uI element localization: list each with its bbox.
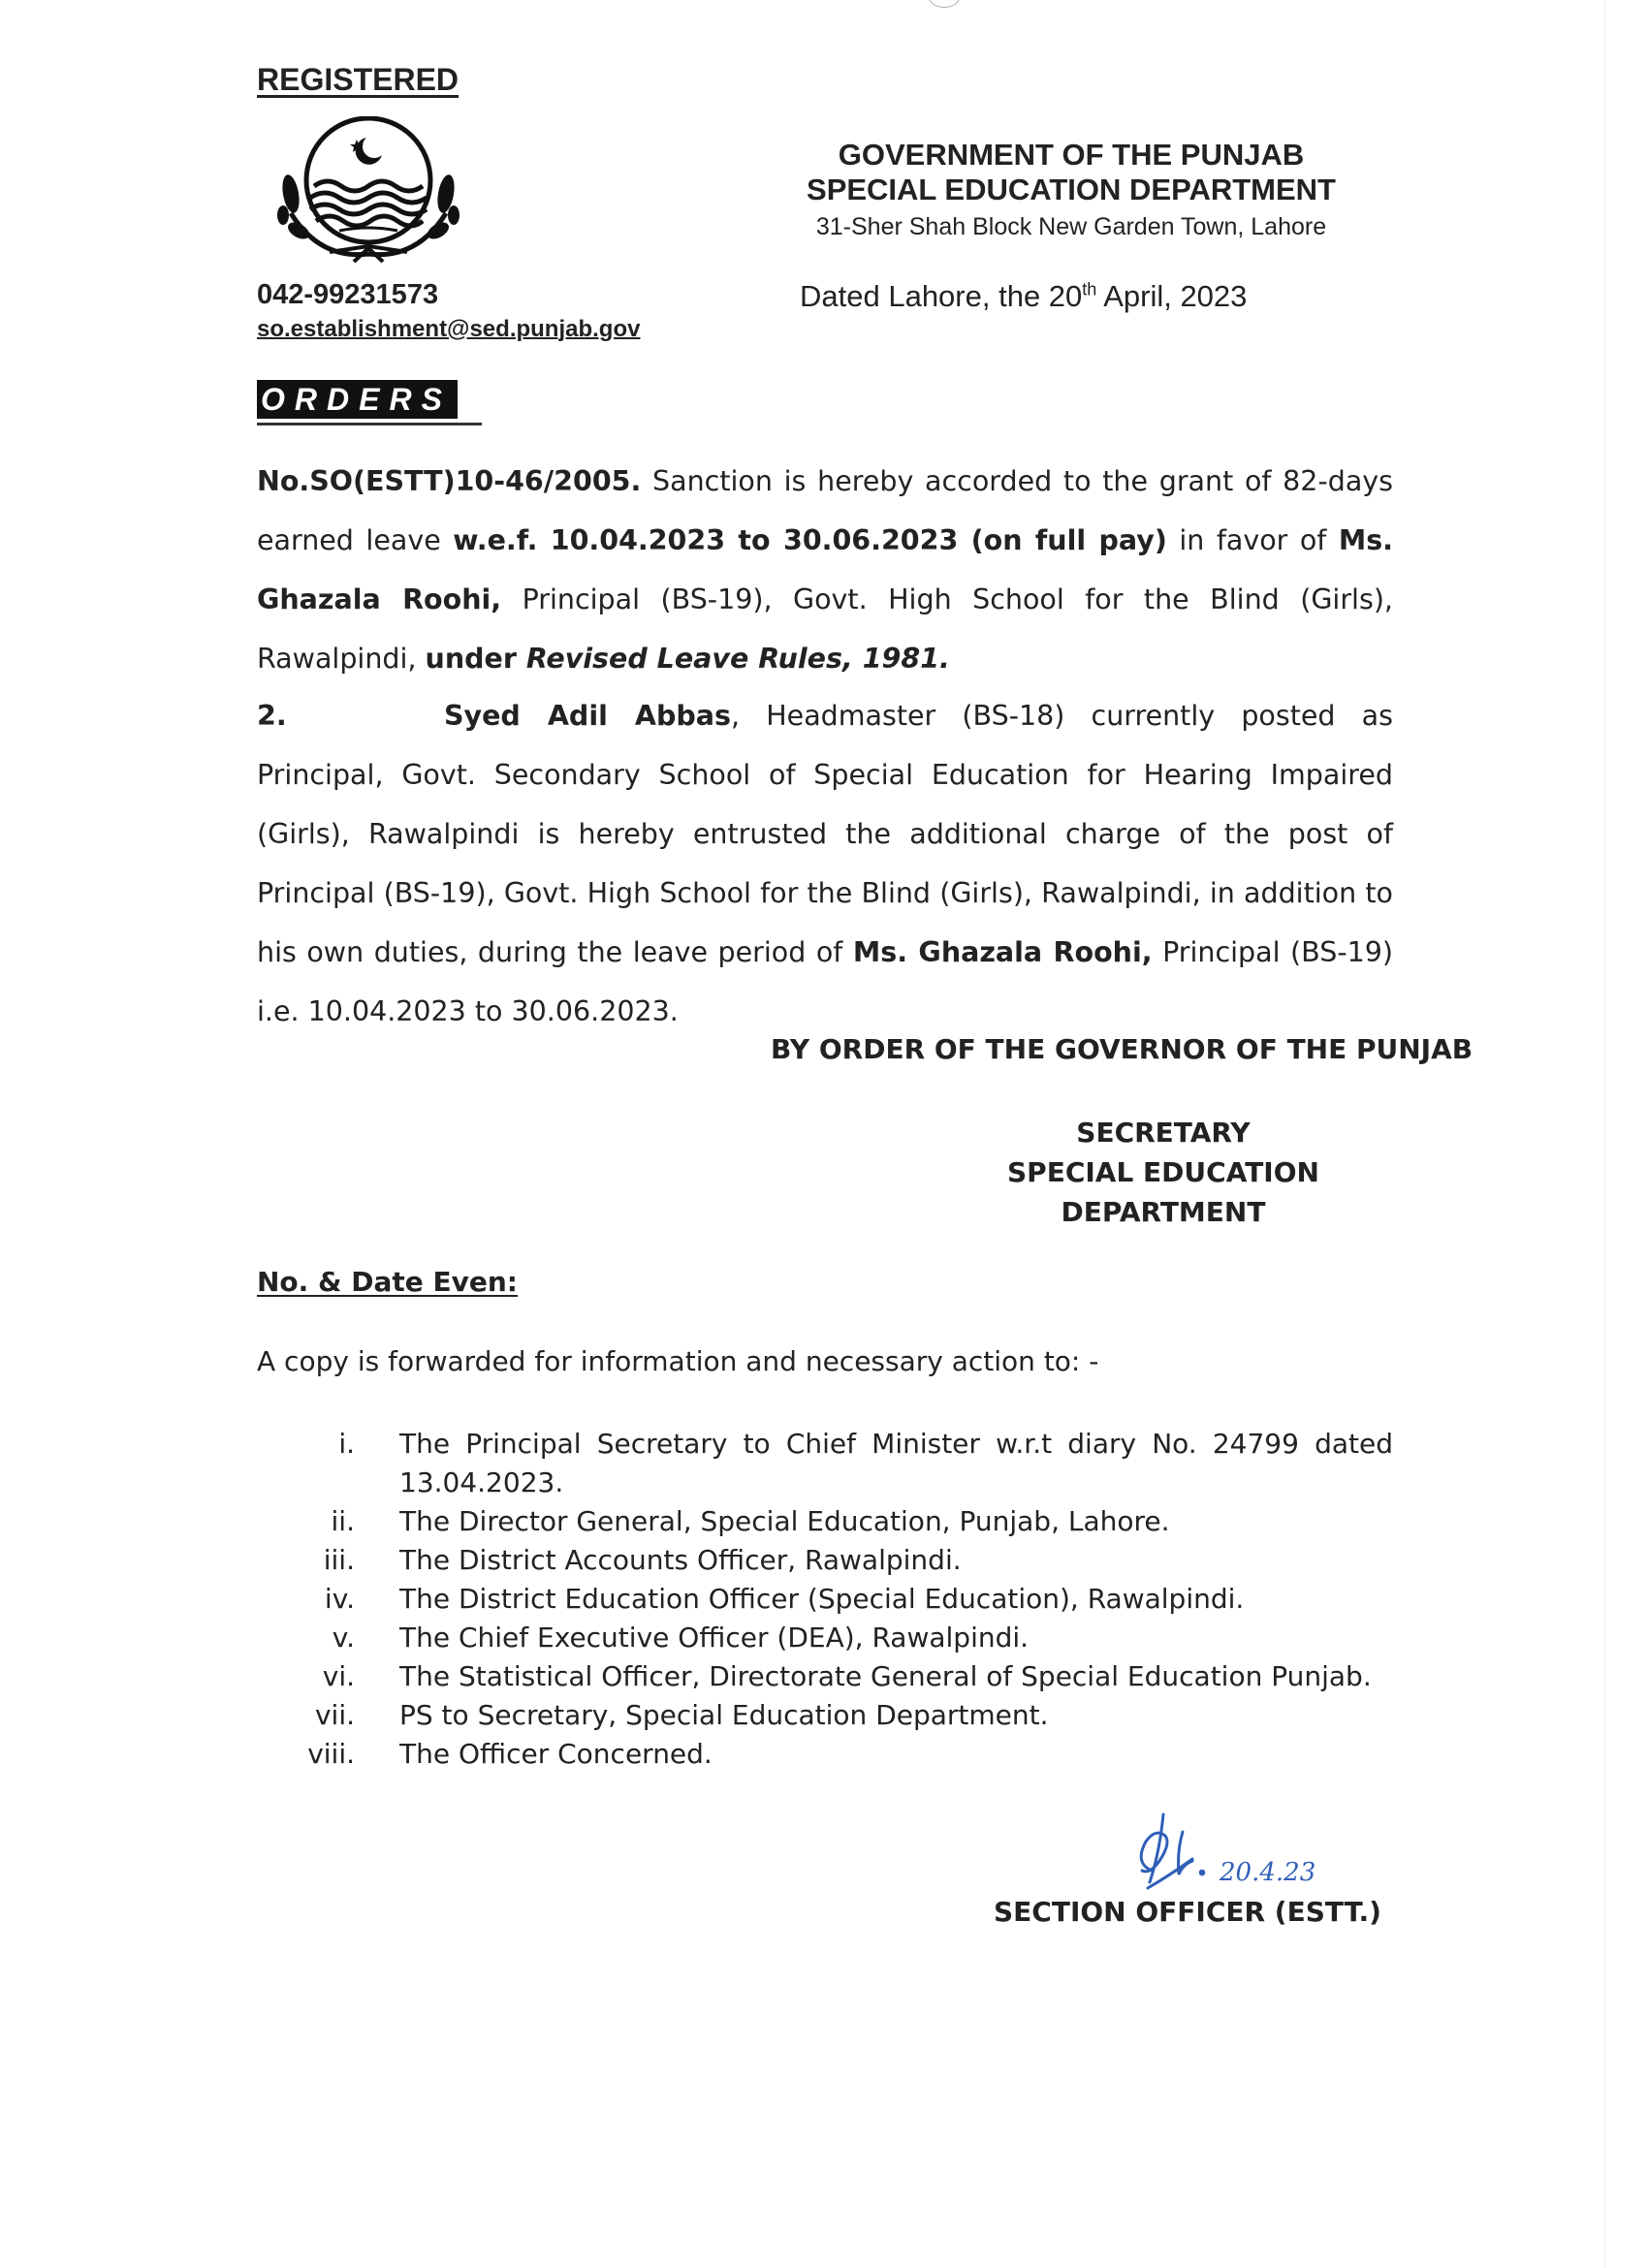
handwritten-signature: [1105, 1803, 1386, 1909]
signatory-line-2: SPECIAL EDUCATION: [1007, 1156, 1319, 1188]
distribution-item: [291, 1735, 1393, 1774]
distribution-item-text: The District Education Officer (Special Education), Rawalpindi.: [399, 1583, 1245, 1615]
signatory-line-1: SECRETARY: [1076, 1117, 1251, 1149]
govt-line-2: SPECIAL EDUCATION DEPARTMENT: [807, 173, 1336, 206]
punjab-government-emblem: [262, 116, 475, 271]
distribution-item-number: v.: [332, 1622, 355, 1654]
para2-text-2: Principal (BS-19) i.e. 10.04.2023 to 30.06.2023.: [257, 936, 1393, 1027]
distribution-item-text: The Officer Concerned.: [399, 1738, 713, 1770]
secretary-signatory: [969, 1113, 1357, 1232]
dated-line: [800, 279, 1247, 314]
officer-name-2: Ms. Ghazala Roohi,: [852, 936, 1153, 968]
no-date-even-heading: No. & Date Even:: [257, 1266, 518, 1298]
distribution-item-number: iii.: [323, 1544, 355, 1576]
dated-prefix: Dated Lahore, the 20: [800, 279, 1083, 313]
distribution-item-text: The Chief Executive Officer (DEA), Rawalpindi.: [399, 1622, 1030, 1654]
charge-officer-name: Syed Adil Abbas: [444, 700, 731, 732]
dated-ordinal: th: [1082, 279, 1097, 299]
distribution-item: [291, 1541, 1393, 1580]
distribution-item-number: iv.: [324, 1583, 355, 1615]
govt-line-1: GOVERNMENT OF THE PUNJAB: [838, 138, 1305, 172]
para2-text-1: , Headmaster (BS-18) currently posted as Principal, Govt. Secondary School of Special Education for Hearing Impaired (Girls), Rawalpindi is hereby entrusted the additional charge of the post of Principal (BS-19), Govt. High School for the Blind (Girls), Rawalpindi, in addition to his own duties, during the leave period of: [257, 700, 1393, 968]
order-paragraph-1: [257, 452, 1393, 688]
registered-label: REGISTERED: [257, 62, 460, 97]
signature-date: 20.4.23: [1220, 1858, 1316, 1887]
crescent-icon: [356, 138, 382, 165]
orders-underline: [257, 423, 482, 425]
distribution-item-number: vii.: [314, 1699, 355, 1731]
distribution-item-number: i.: [338, 1428, 355, 1460]
section-officer-title: SECTION OFFICER (ESTT.): [994, 1896, 1381, 1928]
distribution-item-number: vi.: [322, 1660, 355, 1692]
distribution-item-text: The Statistical Officer, Directorate General of Special Education Punjab.: [399, 1660, 1372, 1692]
paragraph-number: 2.: [257, 700, 287, 732]
distribution-item-text: PS to Secretary, Special Education Department.: [399, 1699, 1049, 1731]
distribution-item: [291, 1502, 1393, 1541]
dated-suffix: April, 2023: [1096, 279, 1248, 313]
by-order-line: BY ORDER OF THE GOVERNOR OF THE PUNJAB: [771, 1033, 1474, 1065]
order-paragraph-2: [257, 686, 1393, 1041]
punch-hole-mark: [929, 0, 960, 8]
signatory-line-3: DEPARTMENT: [1061, 1196, 1266, 1228]
para1-under: under: [425, 643, 526, 675]
leave-rules: Revised Leave Rules, 1981.: [525, 643, 950, 675]
copy-forwarded-text: A copy is forwarded for information and necessary action to: -: [257, 1345, 1099, 1377]
officer-name: Ms. Ghazala Roohi,: [257, 524, 1393, 615]
distribution-item: [291, 1619, 1393, 1657]
distribution-item: [291, 1580, 1393, 1619]
para1-text-1: Sanction is hereby accorded to the grant of 82-days earned leave: [257, 465, 1393, 556]
email-link[interactable]: so.establishment@sed.punjab.gov: [257, 316, 641, 342]
distribution-item: [291, 1657, 1393, 1696]
department-address: 31-Sher Shah Block New Garden Town, Lahore: [815, 213, 1327, 240]
distribution-item: [291, 1425, 1393, 1502]
distribution-item: [291, 1696, 1393, 1735]
para1-text-3: Principal (BS-19), Govt. High School for the Blind (Girls), Rawalpindi,: [257, 583, 1393, 675]
leave-period: w.e.f. 10.04.2023 to 30.06.2023 (on full pay): [453, 524, 1167, 556]
page-edge: [1604, 0, 1605, 2268]
distribution-item-text: The District Accounts Officer, Rawalpindi.: [399, 1544, 962, 1576]
orders-heading: ORDERS: [257, 380, 458, 419]
phone-number: 042-99231573: [257, 279, 439, 310]
department-heading: [766, 138, 1377, 207]
distribution-item-text: The Director General, Special Education, Punjab, Lahore.: [399, 1505, 1170, 1537]
distribution-item-number: viii.: [307, 1738, 355, 1770]
order-reference: No.SO(ESTT)10-46/2005.: [257, 465, 642, 497]
distribution-item-text: The Principal Secretary to Chief Minister w.r.t diary No. 24799 dated 13.04.2023.: [399, 1428, 1393, 1498]
para1-text-2: in favor of: [1166, 524, 1339, 556]
distribution-list: [291, 1425, 1393, 1774]
distribution-item-number: ii.: [331, 1505, 355, 1537]
